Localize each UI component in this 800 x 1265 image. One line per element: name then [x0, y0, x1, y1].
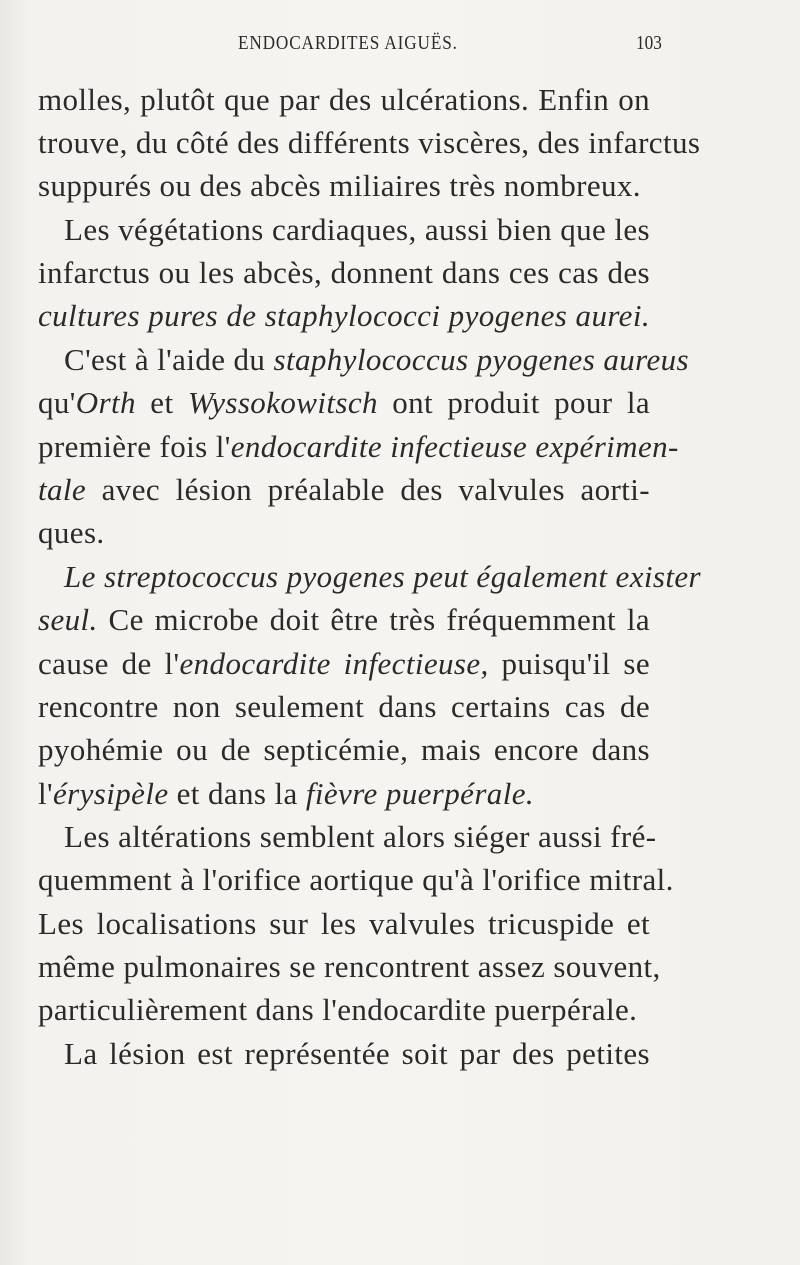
text-line-content: [64, 557, 701, 597]
text-run: ques.: [38, 515, 105, 550]
text-line-content: [38, 427, 679, 467]
text-run: particulièrement dans l'endocardite puerpérale.: [38, 992, 638, 1027]
text-line: [38, 687, 650, 727]
italic-text: seul.: [38, 602, 98, 637]
text-line-content: [38, 80, 650, 120]
text-line: [38, 860, 674, 900]
italic-text: érysipèle: [53, 776, 169, 811]
text-line-content: [38, 904, 650, 944]
text-line-content: [38, 383, 650, 423]
text-line-content: [38, 168, 641, 203]
text-line: [38, 600, 650, 640]
text-run: l': [38, 776, 53, 811]
text-line: [64, 340, 689, 380]
text-line-content: [38, 296, 650, 336]
italic-text: Wyssokowitsch: [187, 385, 378, 420]
text-line-content: [64, 340, 689, 380]
text-run: C'est à l'aide du: [64, 342, 274, 377]
text-line-content: [38, 253, 650, 293]
text-line-content: [38, 515, 105, 550]
text-line: [64, 557, 701, 597]
text-line: [38, 166, 641, 206]
text-line-content: [38, 860, 674, 900]
text-line: [38, 644, 650, 684]
text-line: [38, 470, 650, 510]
text-line: [38, 383, 650, 423]
text-line-content: [38, 600, 650, 640]
page-header: [0, 32, 800, 56]
text-run: même pulmonaires se rencontrent assez souvent,: [38, 949, 661, 984]
italic-text: endocardite infectieuse expérimen-: [230, 429, 679, 464]
text-line-content: [38, 947, 661, 987]
text-run: rencontre non seulement dans certains cas de: [38, 689, 650, 724]
text-line: [38, 730, 650, 770]
text-line-content: [64, 817, 657, 857]
text-run: quemment à l'orifice aortique qu'à l'orifice mitral.: [38, 862, 674, 897]
text-line-content: [38, 687, 650, 727]
text-line-content: [64, 210, 650, 250]
text-run: trouve, du côté des différents viscères, des infarctus: [38, 125, 701, 160]
running-title: ENDOCARDITES AIGUËS.: [238, 32, 458, 54]
text-line: [38, 80, 650, 120]
text-line: [38, 904, 650, 944]
text-line: [38, 296, 650, 336]
text-run: et: [135, 385, 188, 420]
text-run: Les altérations semblent alors siéger aussi fré-: [64, 819, 657, 854]
text-run: pyohémie ou de septicémie, mais encore dans: [38, 732, 650, 767]
text-run: molles, plutôt que par des ulcérations. Enfin on: [38, 82, 650, 117]
text-run: et dans la: [168, 776, 306, 811]
text-line: [38, 123, 701, 163]
italic-text: tale: [38, 472, 87, 507]
text-run: qu': [38, 385, 76, 420]
text-run: première fois l': [38, 429, 231, 464]
text-line-content: [64, 1034, 650, 1074]
text-line-content: [38, 992, 637, 1027]
italic-text: cultures pures de staphylococci pyogenes aurei.: [38, 298, 650, 333]
text-line: [38, 774, 534, 814]
text-line: [38, 427, 679, 467]
text-run: infarctus ou les abcès, donnent dans ces cas des: [38, 255, 650, 290]
text-line-content: [38, 644, 650, 684]
text-run: suppurés ou des abcès miliaires très nombreux.: [38, 168, 641, 203]
text-line-content: [38, 470, 650, 510]
text-run: cause de l': [38, 646, 180, 681]
italic-text: staphylococcus pyogenes aureus: [273, 342, 689, 377]
text-line: [64, 1034, 650, 1074]
text-run: avec lésion préalable des valvules aorti-: [86, 472, 650, 507]
text-line: [38, 990, 637, 1030]
text-line-content: [38, 730, 650, 770]
italic-text: fièvre puerpérale.: [305, 776, 535, 811]
italic-text: Le streptococcus pyogenes peut également exister: [64, 559, 701, 594]
text-line-content: [38, 123, 701, 163]
text-run: Les localisations sur les valvules tricuspide et: [38, 906, 650, 941]
text-line-content: [38, 776, 534, 811]
text-line: [38, 513, 105, 553]
text-run: Ce microbe doit être très fréquemment la: [97, 602, 650, 637]
text-run: La lésion est représentée soit par des petites: [64, 1036, 650, 1071]
italic-text: endocardite infectieuse,: [179, 646, 489, 681]
italic-text: Orth: [75, 385, 136, 420]
page-number: 103: [636, 32, 662, 54]
text-run: puisqu'il se: [488, 646, 650, 681]
text-line: [38, 253, 650, 293]
text-line: [64, 210, 650, 250]
text-line: [64, 817, 657, 857]
text-run: ont produit pour la: [377, 385, 650, 420]
text-line: [38, 947, 661, 987]
text-run: Les végétations cardiaques, aussi bien que les: [64, 212, 650, 247]
